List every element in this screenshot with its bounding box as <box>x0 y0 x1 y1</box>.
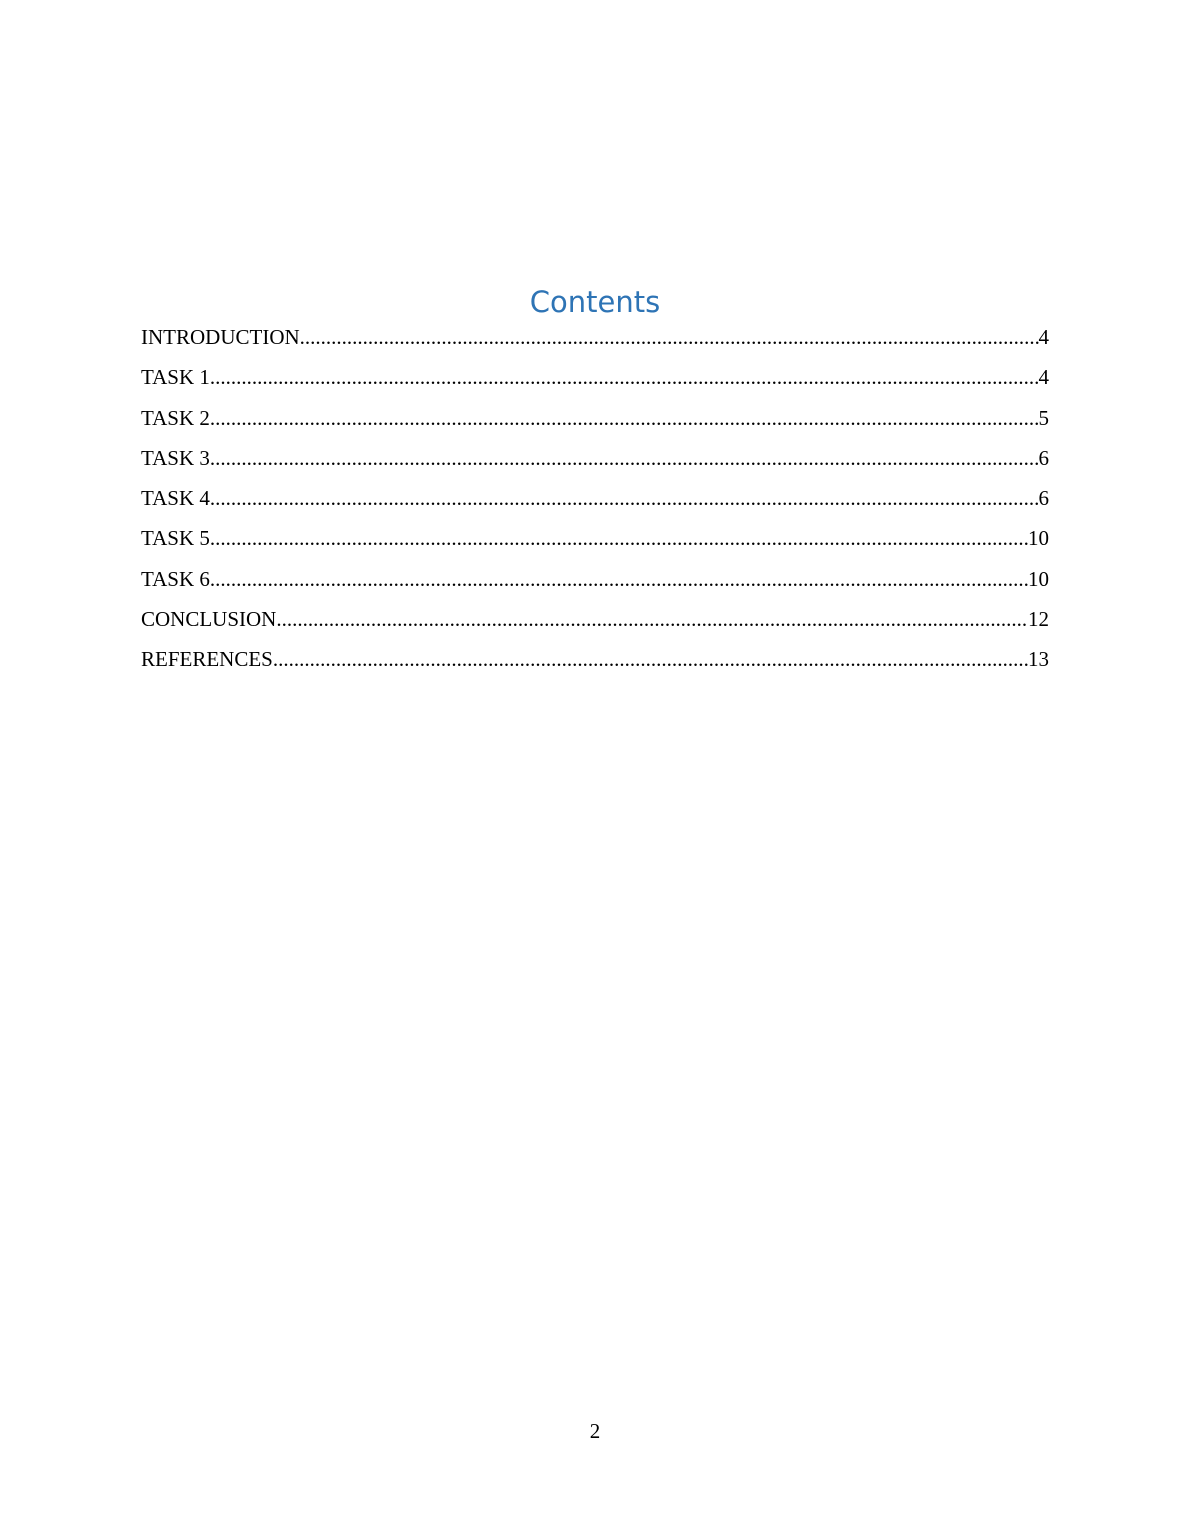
toc-entry-task-6[interactable] <box>141 564 1049 604</box>
toc-entry-label: TASK 1 <box>141 365 210 390</box>
toc-dot-leader <box>276 604 1028 634</box>
toc-entry-label: TASK 4 <box>141 486 210 511</box>
table-of-contents <box>141 322 1049 685</box>
toc-dot-leader <box>210 523 1028 553</box>
toc-entry-label: REFERENCES <box>141 647 273 672</box>
toc-entry-label: TASK 2 <box>141 405 210 430</box>
toc-entry-page: 6 <box>1038 486 1049 511</box>
toc-entry-task-2[interactable] <box>141 403 1049 443</box>
toc-entry-label: CONCLUSION <box>141 607 277 632</box>
toc-entry-task-3[interactable] <box>141 443 1049 483</box>
toc-entry-page: 10 <box>1028 526 1049 551</box>
toc-entry-task-4[interactable] <box>141 483 1049 523</box>
toc-entry-task-1[interactable] <box>141 362 1049 402</box>
toc-dot-leader <box>210 564 1028 594</box>
toc-entry-label: TASK 3 <box>141 445 210 470</box>
toc-dot-leader <box>210 483 1039 513</box>
toc-entry-conclusion[interactable] <box>141 604 1049 644</box>
toc-entry-task-5[interactable] <box>141 523 1049 563</box>
toc-entry-page: 5 <box>1038 405 1049 430</box>
toc-dot-leader <box>210 403 1039 433</box>
toc-entry-label: TASK 5 <box>141 526 210 551</box>
toc-dot-leader <box>273 644 1028 674</box>
toc-entry-label: INTRODUCTION <box>141 325 300 349</box>
toc-dot-leader <box>300 322 1039 352</box>
toc-entry-page: 10 <box>1028 566 1049 591</box>
toc-entry-introduction[interactable] <box>141 322 1049 362</box>
toc-entry-page: 4 <box>1038 365 1049 390</box>
toc-entry-references[interactable] <box>141 644 1049 684</box>
toc-dot-leader <box>210 443 1039 473</box>
toc-dot-leader <box>210 362 1039 392</box>
page-number: 2 <box>589 1419 601 1443</box>
toc-entry-label: TASK 6 <box>141 566 210 591</box>
toc-entry-page: 13 <box>1028 647 1049 672</box>
toc-entry-page: 6 <box>1038 445 1049 470</box>
toc-title: Contents <box>529 285 661 319</box>
toc-entry-page: 12 <box>1028 607 1049 632</box>
toc-entry-page: 4 <box>1038 325 1049 349</box>
